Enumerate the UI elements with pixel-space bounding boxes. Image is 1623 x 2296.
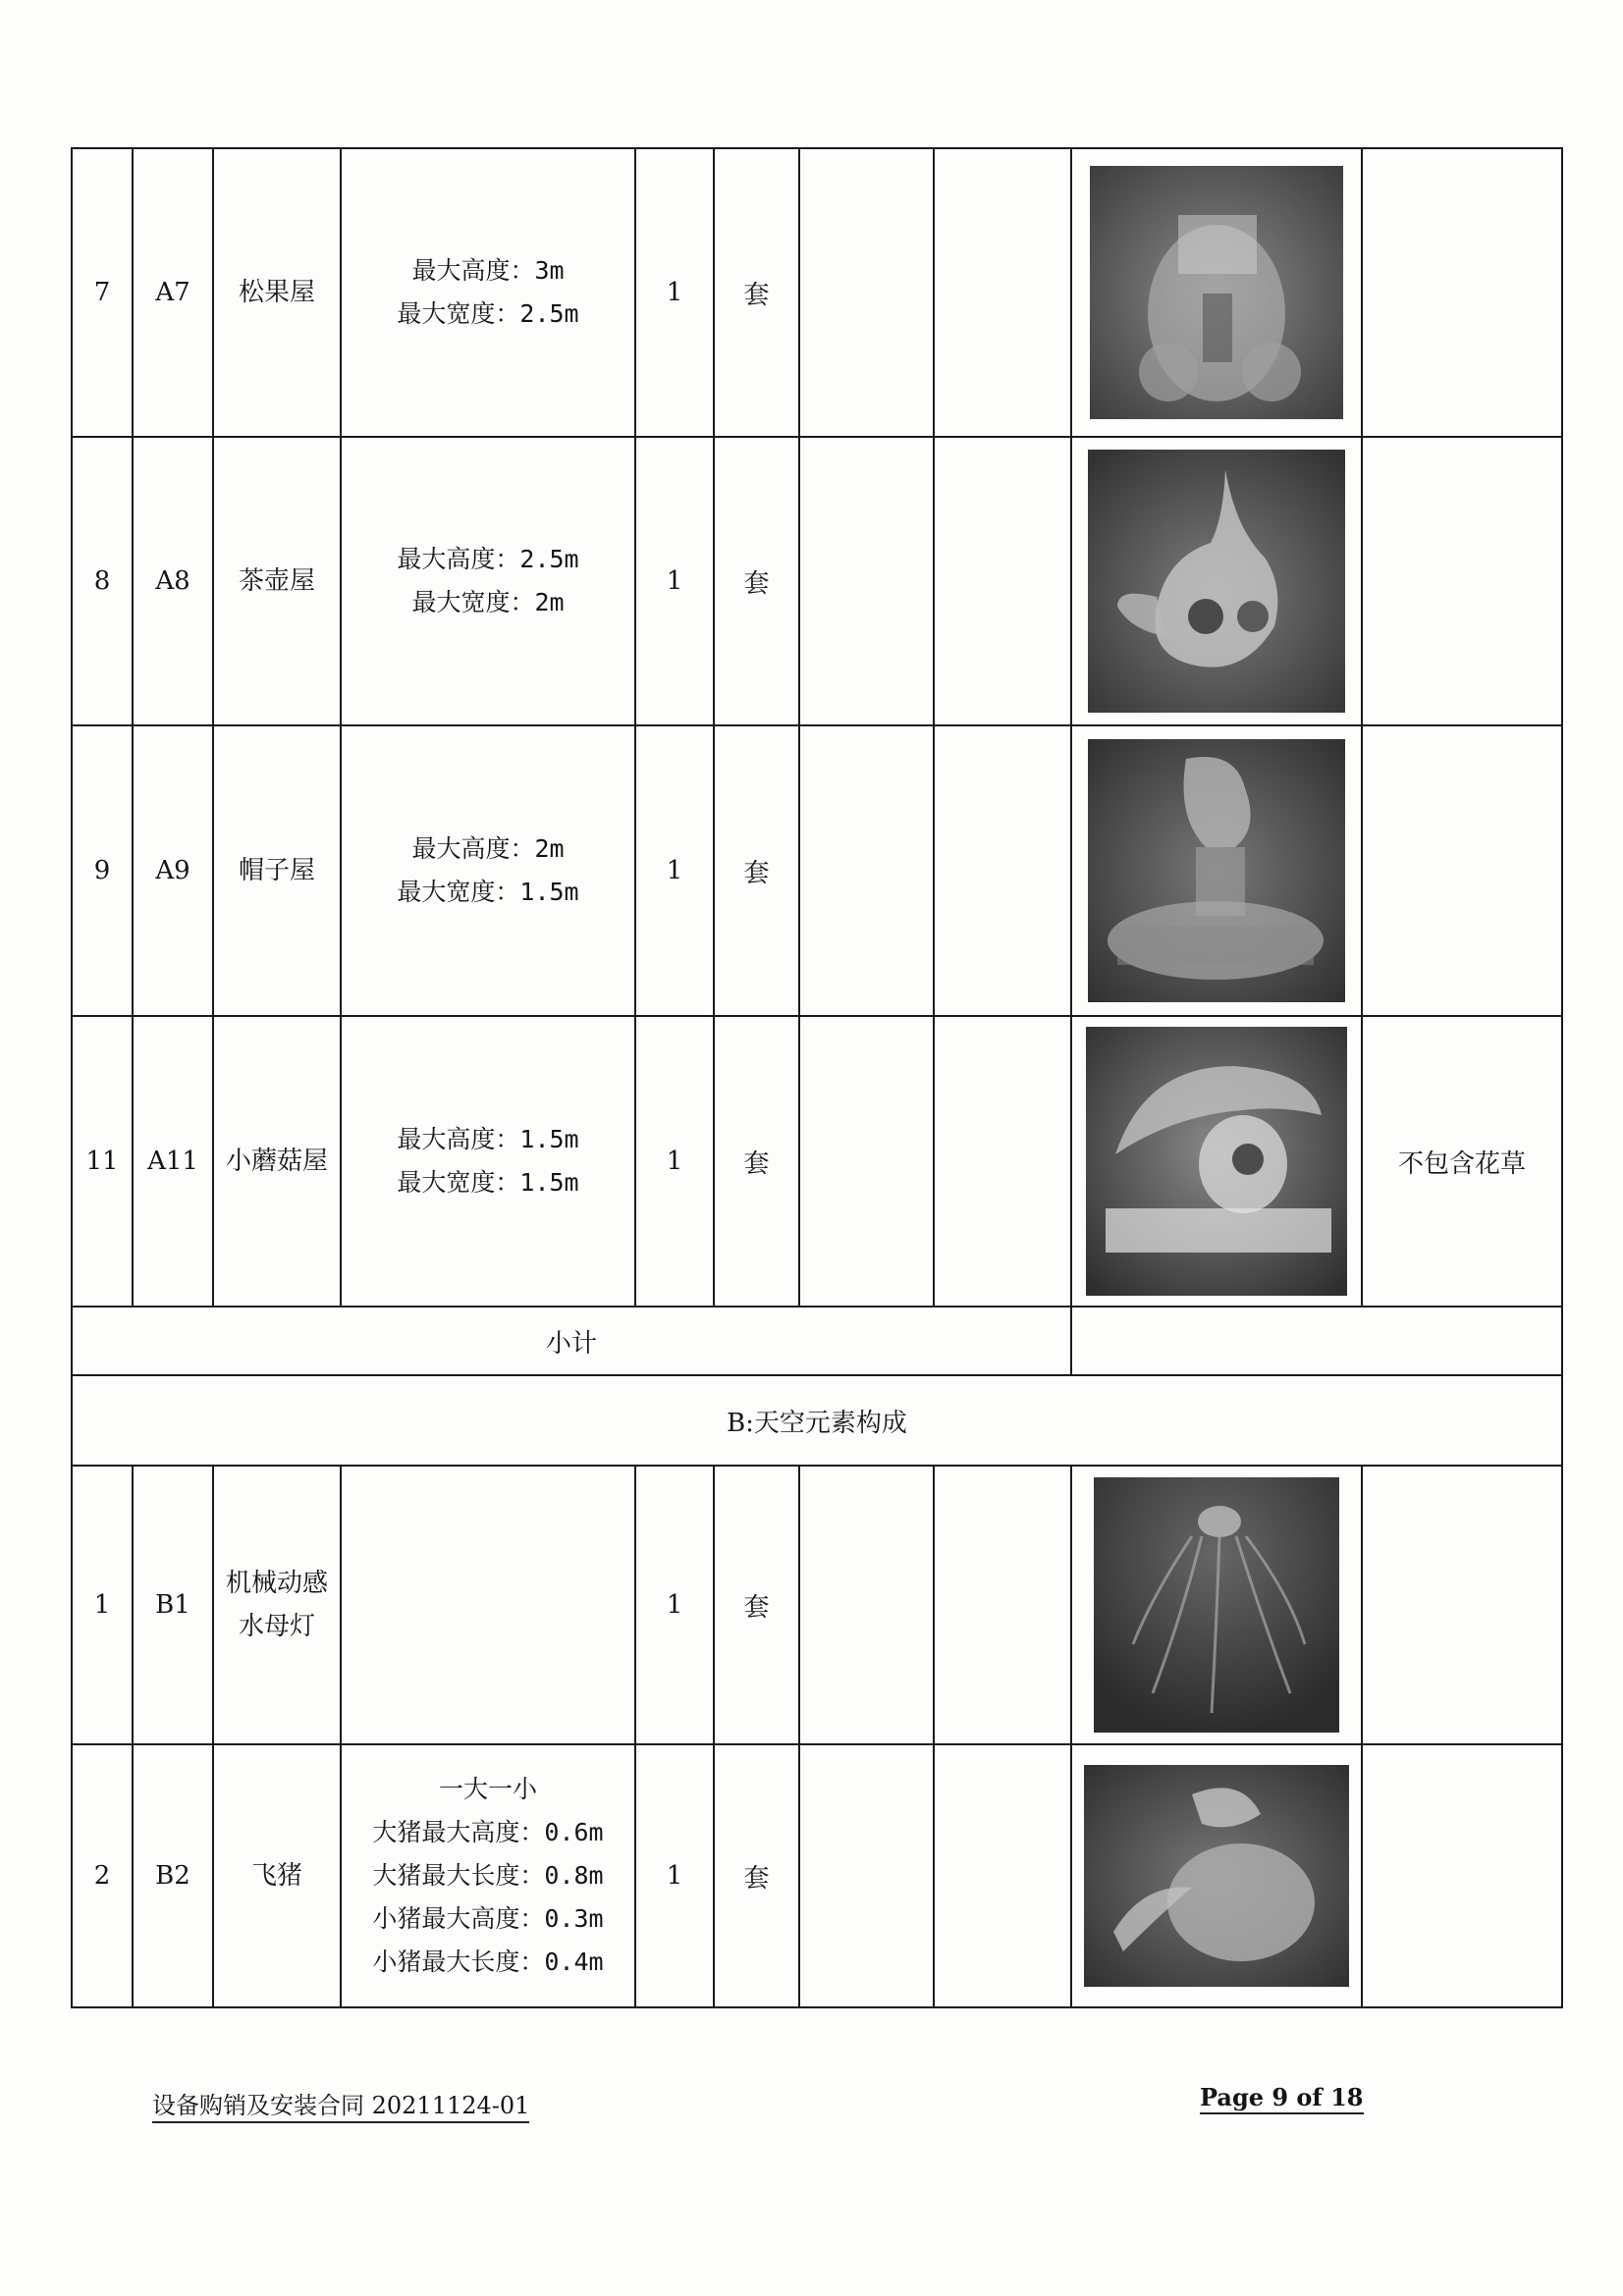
blank-cell [934, 1016, 1071, 1307]
item-qty: 1 [635, 725, 714, 1016]
item-qty: 1 [635, 1466, 714, 1744]
item-name: 小蘑菇屋 [213, 1016, 341, 1307]
item-code: A9 [133, 725, 213, 1016]
item-code: A7 [133, 148, 213, 437]
product-image-cell [1071, 148, 1362, 437]
blank-cell [799, 1744, 934, 2007]
note-cell: 不包含花草 [1362, 1016, 1562, 1307]
table-row [72, 725, 1562, 1016]
note-cell [1362, 437, 1562, 725]
mushroom-house-photo [1086, 1027, 1347, 1296]
item-qty: 1 [635, 148, 714, 437]
product-image-cell [1071, 1466, 1362, 1744]
blank-cell [934, 148, 1071, 437]
blank-cell [934, 725, 1071, 1016]
table-row [72, 1466, 1562, 1744]
spec-line: 最大宽度：2m [411, 588, 565, 616]
row-number: 9 [72, 725, 133, 1016]
item-unit: 套 [714, 1466, 799, 1744]
spec-line: 最大高度：3m [411, 256, 565, 285]
teapot-house-photo [1088, 450, 1345, 713]
table-row [72, 437, 1562, 725]
item-spec [341, 1744, 635, 2007]
pinecone-house-photo [1090, 166, 1343, 419]
blank-cell [934, 437, 1071, 725]
spec-line: 最大宽度：1.5m [397, 1168, 579, 1197]
blank-cell [934, 1744, 1071, 2007]
row-number: 7 [72, 148, 133, 437]
item-name: 茶壶屋 [213, 437, 341, 725]
hat-house-photo [1088, 739, 1345, 1002]
item-code: A11 [133, 1016, 213, 1307]
page-number: Page 9 of 18 [1200, 2083, 1364, 2114]
table-row [72, 1016, 1562, 1307]
flying-pig-photo [1084, 1765, 1349, 1987]
subtotal-row [72, 1307, 1562, 1375]
subtotal-label: 小计 [72, 1307, 1071, 1375]
item-qty: 1 [635, 1016, 714, 1307]
item-code: A8 [133, 437, 213, 725]
spec-line: 最大宽度：2.5m [397, 299, 579, 328]
spec-line: 大猪最大高度：0.6m [372, 1818, 604, 1846]
spec-line: 小猪最大长度：0.4m [372, 1948, 604, 1976]
spec-line: 小猪最大高度：0.3m [372, 1904, 604, 1933]
item-name: 机械动感水母灯 [213, 1466, 341, 1744]
blank-cell [799, 725, 934, 1016]
section-title: B:天空元素构成 [72, 1375, 1562, 1466]
blank-cell [934, 1466, 1071, 1744]
item-unit: 套 [714, 725, 799, 1016]
table-row [72, 148, 1562, 437]
blank-cell [799, 1466, 934, 1744]
table-row [72, 1744, 1562, 2007]
item-spec [341, 1466, 635, 1744]
item-spec [341, 437, 635, 725]
item-unit: 套 [714, 1744, 799, 2007]
row-number: 11 [72, 1016, 133, 1307]
item-code: B2 [133, 1744, 213, 2007]
row-number: 1 [72, 1466, 133, 1744]
note-cell [1362, 148, 1562, 437]
item-unit: 套 [714, 148, 799, 437]
spec-line: 最大高度：1.5m [397, 1125, 579, 1153]
jellyfish-lamp-photo [1094, 1477, 1339, 1733]
item-name: 松果屋 [213, 148, 341, 437]
item-unit: 套 [714, 1016, 799, 1307]
product-image-cell [1071, 725, 1362, 1016]
item-spec [341, 1016, 635, 1307]
item-unit: 套 [714, 437, 799, 725]
item-name: 帽子屋 [213, 725, 341, 1016]
spec-line: 最大高度：2.5m [397, 545, 579, 573]
section-header-row [72, 1375, 1562, 1466]
item-spec [341, 725, 635, 1016]
row-number: 8 [72, 437, 133, 725]
item-qty: 1 [635, 437, 714, 725]
blank-cell [799, 437, 934, 725]
note-cell [1362, 725, 1562, 1016]
item-qty: 1 [635, 1744, 714, 2007]
blank-cell [799, 1016, 934, 1307]
contract-footer: 设备购销及安装合同 20211124-01 [152, 2086, 529, 2123]
item-code: B1 [133, 1466, 213, 1744]
spec-line: 大猪最大长度：0.8m [372, 1861, 604, 1890]
product-image-cell [1071, 437, 1362, 725]
spec-line: 最大高度：2m [411, 834, 565, 863]
product-image-cell [1071, 1016, 1362, 1307]
product-image-cell [1071, 1744, 1362, 2007]
blank-cell [799, 148, 934, 437]
spec-line: 一大一小 [438, 1775, 537, 1803]
row-number: 2 [72, 1744, 133, 2007]
subtotal-value [1071, 1307, 1562, 1375]
item-name: 飞猪 [213, 1744, 341, 2007]
item-spec [341, 148, 635, 437]
note-cell [1362, 1744, 1562, 2007]
spec-line: 最大宽度：1.5m [397, 878, 579, 906]
note-cell [1362, 1466, 1562, 1744]
equipment-table [71, 147, 1563, 2008]
